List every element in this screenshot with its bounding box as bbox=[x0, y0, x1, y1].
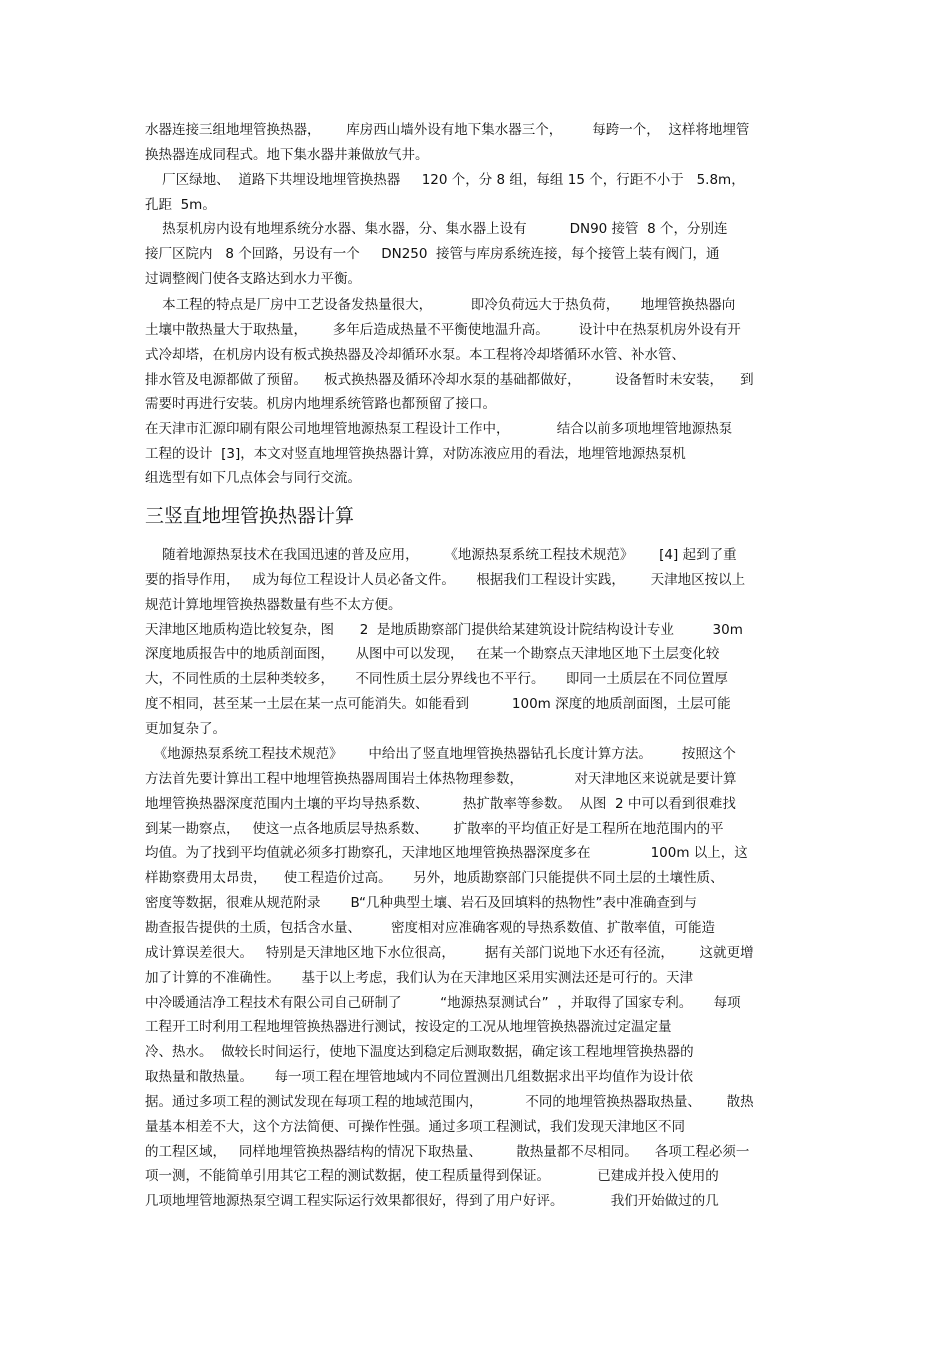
text-line: 加了计算的不准确性。 基于以上考虑，我们认为在天津地区采用实测法还是可行的。天津 bbox=[145, 970, 693, 986]
text-line: 水器连接三组地埋管换热器， 库房西山墙外设有地下集水器三个， 每跨一个， 这样将地埋管 bbox=[145, 122, 750, 138]
text-line: 需要时再进行安装。机房内地埋系统管路也都预留了接口。 bbox=[145, 396, 496, 412]
text-line: 更加复杂了。 bbox=[145, 721, 226, 737]
text-line: 厂区绿地、 道路下共埋设地埋管换热器 120 个，分 8 组，每组 15 个，行距不小于 5.8m， bbox=[145, 172, 745, 188]
text-line: 天津地区地质构造比较复杂，图 2 是地质勘察部门提供给某建筑设计院结构设计专业 30m bbox=[145, 622, 743, 638]
text-line: 式冷却塔，在机房内设有板式换热器及冷却循环水泵。本工程将冷却塔循环水管、补水管、 bbox=[145, 347, 685, 363]
text-line: 工程开工时利用工程地埋管换热器进行测试，按设定的工况从地埋管换热器流过定温定量 bbox=[145, 1019, 672, 1035]
text-line: 大，不同性质的土层种类较多， 不同性质土层分界线也不平行。 即同一土质层在不同位置厚 bbox=[145, 671, 728, 687]
text-line: 过调整阀门使各支路达到水力平衡。 bbox=[145, 271, 361, 287]
text-line: 的工程区域， 同样地埋管换热器结构的情况下取热量、 散热量都不尽相同。 各项工程必须一 bbox=[145, 1144, 750, 1160]
text-line: 成计算误差很大。 特别是天津地区地下水位很高， 据有关部门说地下水还有径流， 这就更增 bbox=[145, 945, 754, 961]
text-line: 度不相同，甚至某一土层在某一点可能消失。如能看到 100m 深度的地质剖面图，土层可能 bbox=[145, 696, 731, 712]
text-line: 本工程的特点是厂房中工艺设备发热量很大， 即冷负荷远大于热负荷， 地埋管换热器向 bbox=[145, 297, 736, 313]
text-line: 地埋管换热器深度范围内土壤的平均导热系数、 热扩散率等参数。 从图 2 中可以看到很难找 bbox=[145, 796, 736, 812]
text-line: 《地源热泵系统工程技术规范》 中给出了竖直地埋管换热器钻孔长度计算方法。 按照这个 bbox=[145, 746, 736, 762]
text-line: 排水管及电源都做了预留。 板式换热器及循环冷却水泵的基础都做好， 设备暂时未安装， 到 bbox=[145, 372, 754, 388]
text-line: 规范计算地埋管换热器数量有些不太方便。 bbox=[145, 597, 402, 613]
text-line: 方法首先要计算出工程中地埋管换热器周围岩土体热物理参数， 对天津地区来说就是要计算 bbox=[145, 771, 737, 787]
text-line: 密度等数据，很难从规范附录 B“几种典型土壤、岩石及回填料的热物性”表中准确查到与 bbox=[145, 895, 698, 911]
text-line: 组选型有如下几点体会与同行交流。 bbox=[145, 470, 361, 486]
text-line: 项一测，不能简单引用其它工程的测试数据，使工程质量得到保证。 已建成并投入使用的 bbox=[145, 1168, 719, 1184]
text-line: 到某一勘察点， 使这一点各地质层导热系数、 扩散率的平均值正好是工程所在地范围内的平 bbox=[145, 821, 724, 837]
text-line: 土壤中散热量大于取热量， 多年后造成热量不平衡使地温升高。 设计中在热泵机房外设有开 bbox=[145, 322, 741, 338]
text-line: 据。通过多项工程的测试发现在每项工程的地域范围内， 不同的地埋管换热器取热量、 散热 bbox=[145, 1094, 754, 1110]
text-line: 冷、热水。 做较长时间运行，使地下温度达到稳定后测取数据，确定该工程地埋管换热器的 bbox=[145, 1044, 694, 1060]
text-line: 换热器连成同程式。地下集水器井兼做放气井。 bbox=[145, 147, 429, 163]
text-line: 取热量和散热量。 每一项工程在埋管地域内不同位置测出几组数据求出平均值作为设计依 bbox=[145, 1069, 693, 1085]
text-line: 中冷暖通洁净工程技术有限公司自己研制了 “地源热泵测试台” ，并取得了国家专利。 每项 bbox=[145, 995, 741, 1011]
text-line: 随着地源热泵技术在我国迅速的普及应用， 《地源热泵系统工程技术规范》 [4] 起到了重 bbox=[145, 547, 737, 563]
text-line: 深度地质报告中的地质剖面图， 从图中可以发现， 在某一个勘察点天津地区地下土层变化较 bbox=[145, 646, 720, 662]
text-line: 工程的设计 [3]，本文对竖直地埋管换热器计算，对防冻液应用的看法，地埋管地源热泵机 bbox=[145, 446, 686, 462]
text-line: 在天津市汇源印刷有限公司地埋管地源热泵工程设计工作中， 结合以前多项地埋管地源热泵 bbox=[145, 421, 733, 437]
text-line: 量基本相差不大，这个方法简便、可操作性强。通过多项工程测试，我们发现天津地区不同 bbox=[145, 1119, 685, 1135]
text-line: 勘查报告提供的土质，包括含水量、 密度相对应准确客观的导热系数值、扩散率值，可能造 bbox=[145, 920, 716, 936]
text-line: 几项地埋管地源热泵空调工程实际运行效果都很好，得到了用户好评。 我们开始做过的几 bbox=[145, 1193, 719, 1209]
section-heading: 三竖直地埋管换热器计算 bbox=[145, 505, 355, 527]
text-line: 热泵机房内设有地埋系统分水器、集水器，分、集水器上设有 DN90 接管 8 个，分别连 bbox=[145, 221, 728, 237]
text-line: 要的指导作用， 成为每位工程设计人员必备文件。 根据我们工程设计实践， 天津地区按以上 bbox=[145, 572, 746, 588]
text-line: 均值。为了找到平均值就必须多打勘察孔，天津地区地埋管换热器深度多在 100m 以上，这 bbox=[145, 845, 748, 861]
text-line: 孔距 5m。 bbox=[145, 197, 216, 213]
text-line: 接厂区院内 8 个回路，另设有一个 DN250 接管与库房系统连接，每个接管上装有阀门，通 bbox=[145, 246, 720, 262]
text-line: 样勘察费用太昂贵， 使工程造价过高。 另外，地质勘察部门只能提供不同土层的土壤性质、 bbox=[145, 870, 724, 886]
